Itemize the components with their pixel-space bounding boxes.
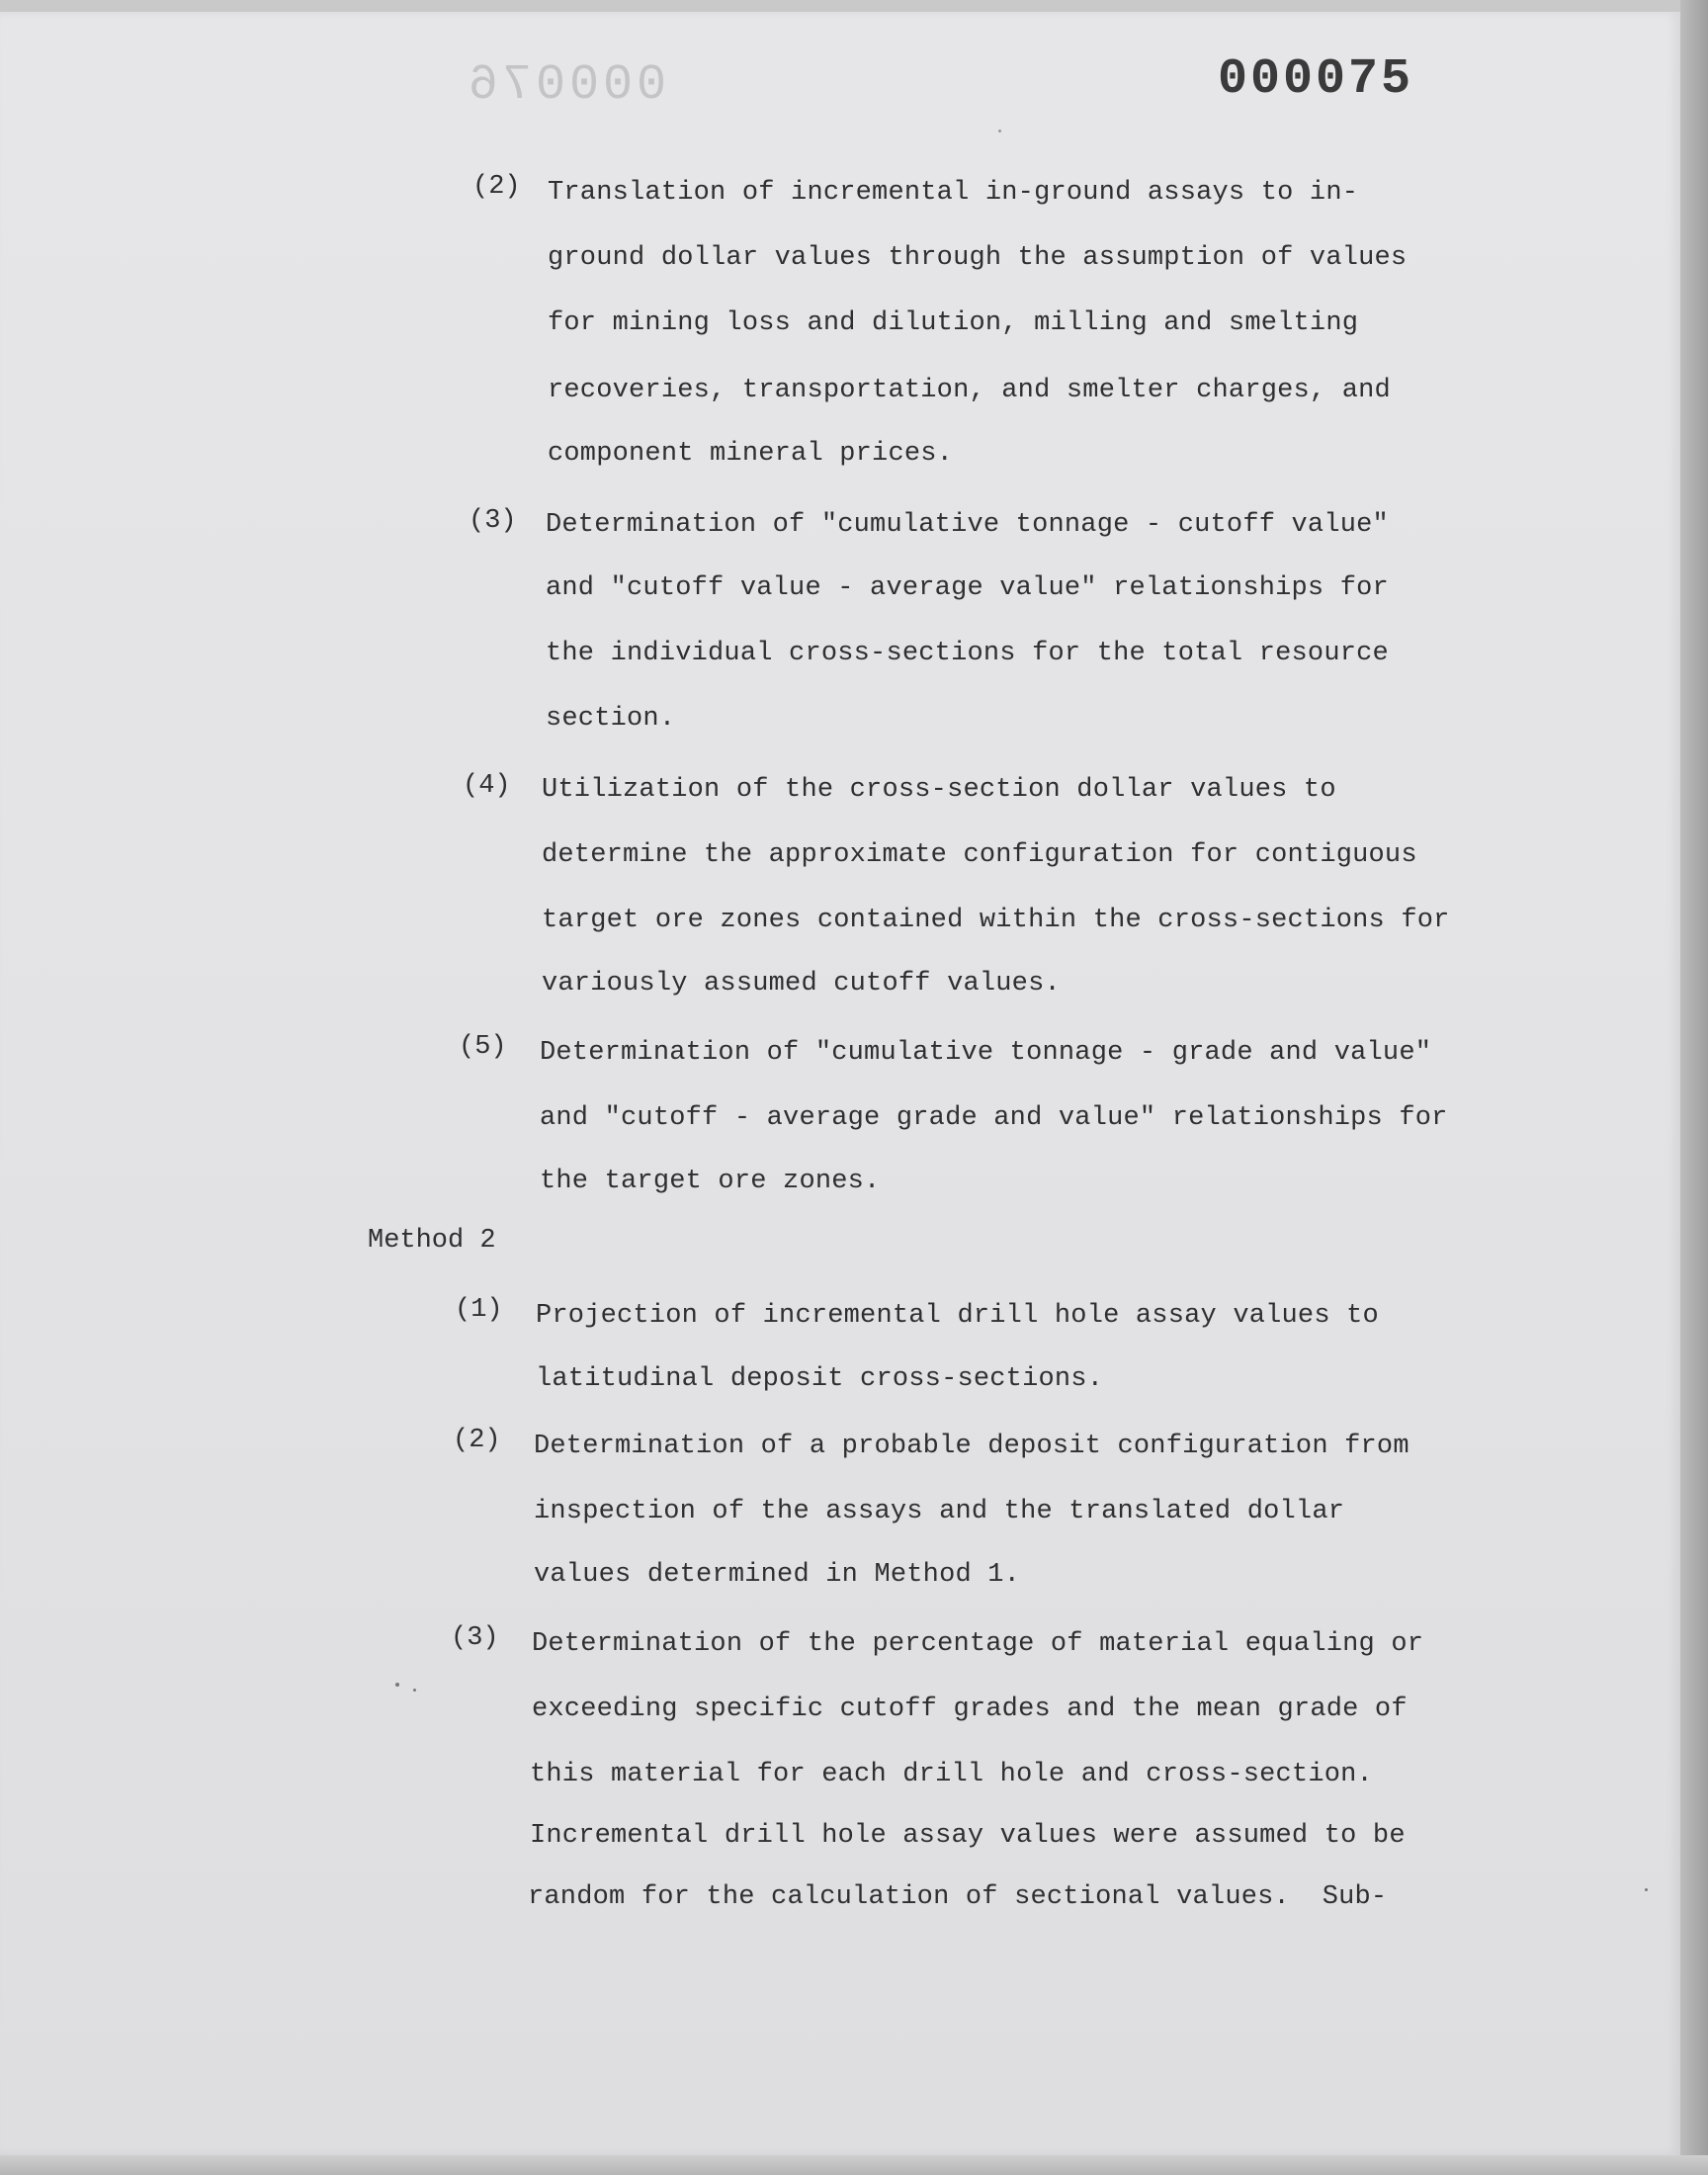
text-line: Determination of the percentage of material equaling or [532, 1629, 1424, 1659]
text-line: determine the approximate configuration for contiguous [542, 840, 1417, 870]
section-heading: Method 2 [368, 1226, 496, 1256]
text-line: Incremental drill hole assay values were assumed to be [530, 1821, 1406, 1851]
text-line: Determination of "cumulative tonnage - grade and value" [540, 1038, 1432, 1068]
scan-speck [395, 1683, 399, 1687]
text-line: Projection of incremental drill hole assay values to [536, 1301, 1379, 1331]
item-number: (5) [459, 1032, 507, 1062]
item-number: (3) [469, 506, 517, 536]
scan-speck [998, 130, 1001, 132]
item-number: (2) [472, 172, 521, 202]
text-line: Determination of "cumulative tonnage - cutoff value" [546, 510, 1389, 540]
text-line: values determined in Method 1. [534, 1560, 1021, 1590]
text-line: ground dollar values through the assumption of values [548, 243, 1408, 273]
text-line: random for the calculation of sectional values. Sub- [528, 1882, 1388, 1912]
item-number: (3) [451, 1623, 499, 1653]
text-line: the target ore zones. [540, 1167, 881, 1196]
text-line: component mineral prices. [548, 439, 954, 469]
page-number: 000075 [1218, 51, 1414, 108]
scan-speck [413, 1689, 416, 1692]
text-line: Translation of incremental in-ground assays to in- [548, 178, 1359, 208]
text-line: variously assumed cutoff values. [542, 969, 1061, 999]
text-line: the individual cross-sections for the total resource [546, 639, 1389, 668]
text-line: and "cutoff value - average value" relationships for [546, 573, 1389, 603]
scanner-edge-bottom [0, 2155, 1708, 2175]
text-line: exceeding specific cutoff grades and the mean grade of [532, 1695, 1408, 1724]
item-number: (4) [463, 771, 511, 801]
text-line: latitudinal deposit cross-sections. [536, 1364, 1104, 1394]
text-line: inspection of the assays and the translated dollar [534, 1497, 1345, 1526]
text-line: target ore zones contained within the cross-sections for [542, 906, 1450, 935]
item-number: (2) [453, 1426, 501, 1455]
text-line: this material for each drill hole and cross-section. [530, 1760, 1373, 1789]
text-line: and "cutoff - average grade and value" relationships for [540, 1103, 1448, 1133]
text-line: Utilization of the cross-section dollar values to [542, 775, 1336, 805]
scan-speck [1645, 1888, 1648, 1891]
scanner-edge-right [1680, 0, 1708, 2175]
text-line: recoveries, transportation, and smelter charges, and [548, 376, 1391, 405]
text-line: for mining loss and dilution, milling and smelting [548, 308, 1359, 338]
bleed-through-page-number: 000076 [465, 57, 667, 114]
item-number: (1) [455, 1295, 503, 1325]
text-line: section. [546, 704, 676, 734]
text-line: Determination of a probable deposit configuration from [534, 1432, 1409, 1461]
